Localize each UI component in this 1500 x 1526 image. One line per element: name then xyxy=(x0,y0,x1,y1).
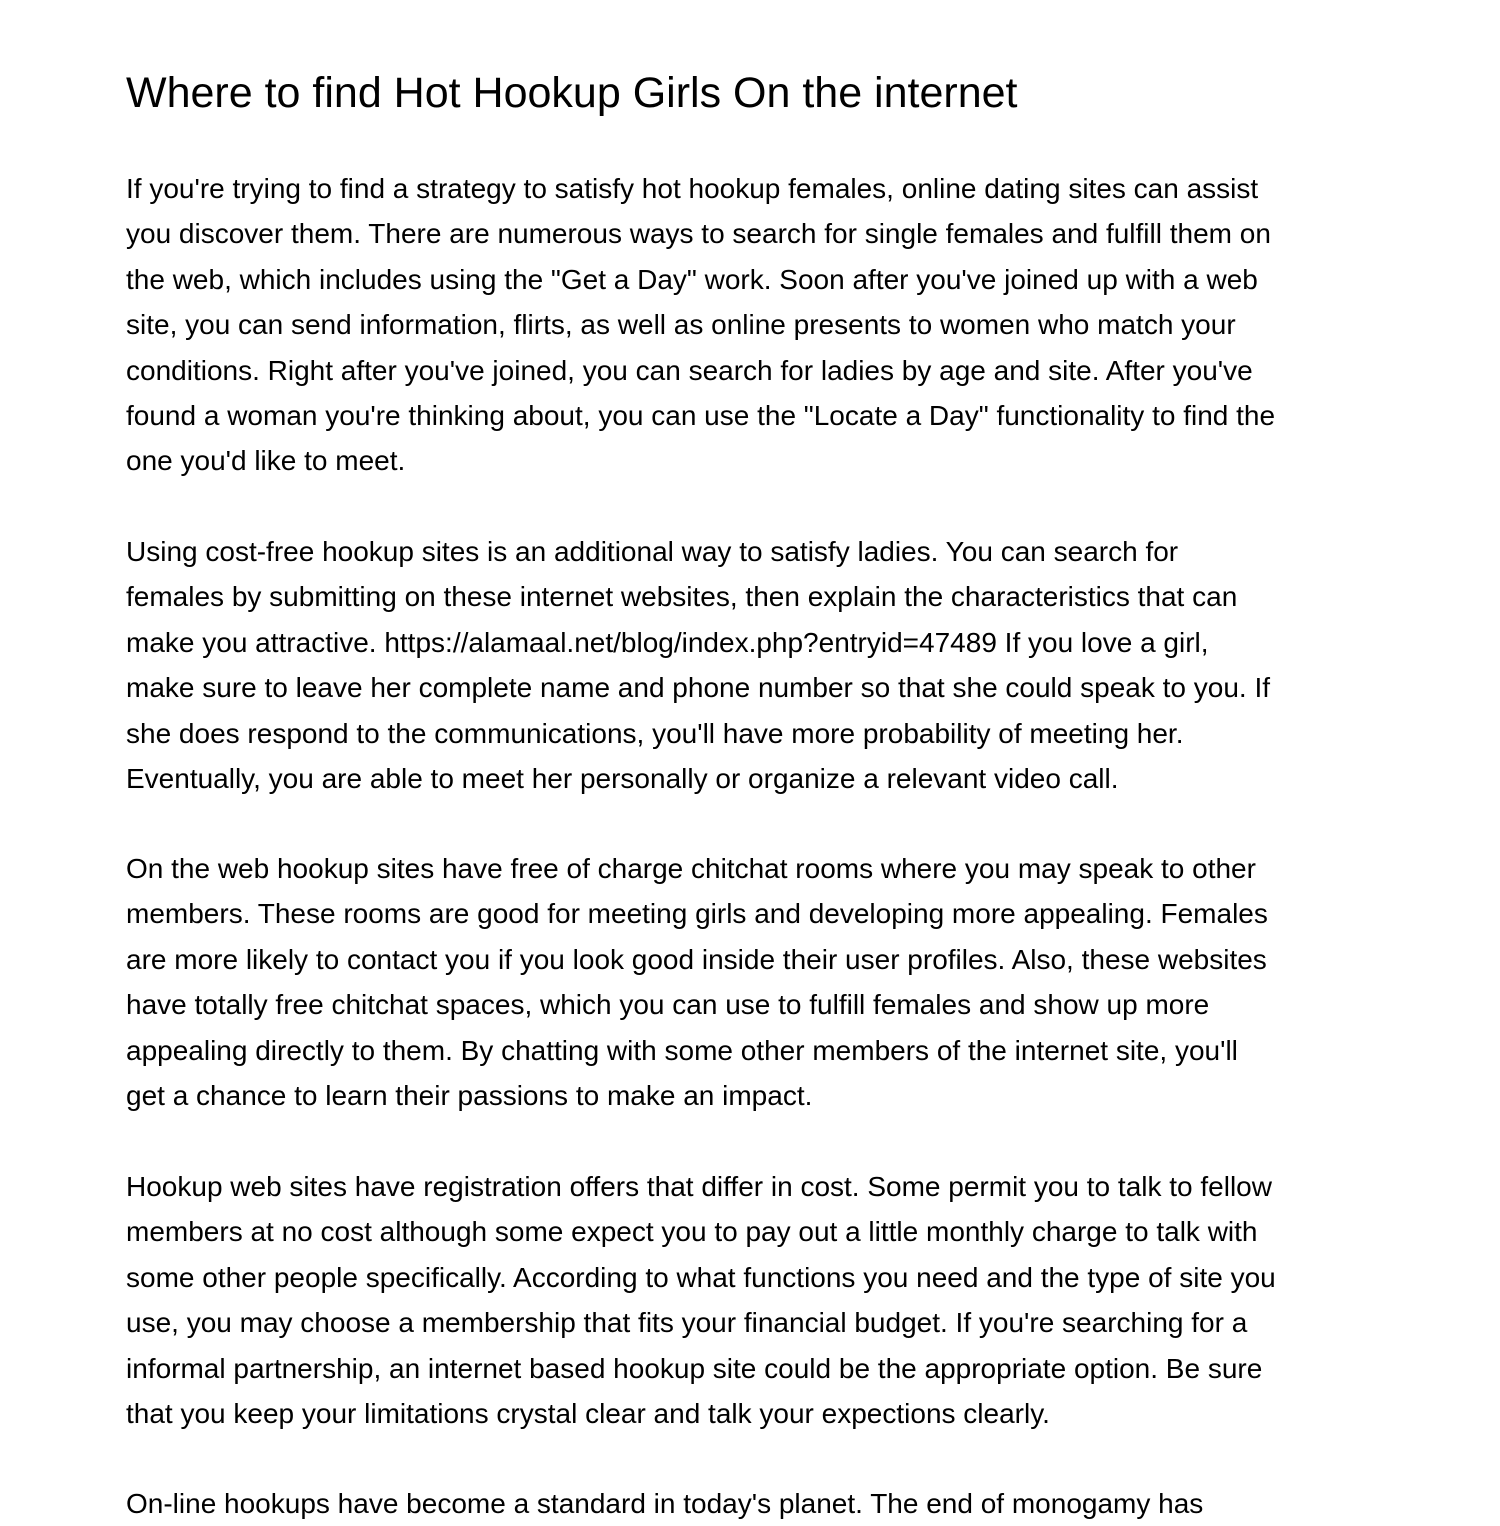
paragraph-line: females by submitting on these internet websites, then explain the characteristics that can xyxy=(126,581,1238,613)
paragraph-line: she does respond to the communications, you'll have more probability of meeting her. xyxy=(126,717,1184,749)
paragraph-1 xyxy=(126,166,1275,484)
paragraph-line: appealing directly to them. By chatting with some other members of the internet site, you'll xyxy=(126,1034,1238,1066)
paragraph-line: On-line hookups have become a standard in today's planet. The end of monogamy has xyxy=(126,1488,1204,1519)
paragraph-line: found a woman you're thinking about, you can use the "Locate a Day" functionality to find the xyxy=(126,400,1276,432)
paragraph-2 xyxy=(126,529,1270,801)
paragraph-line: On the web hookup sites have free of charge chitchat rooms where you may speak to other xyxy=(126,853,1256,884)
paragraph-line: the web, which includes using the "Get a Day" work. Soon after you've joined up with a web xyxy=(126,263,1258,295)
paragraph-3 xyxy=(126,846,1268,1118)
paragraph-line: make you attractive. https://alamaal.net/blog/index.php?entryid=47489 If you love a girl, xyxy=(126,626,1209,658)
paragraph-4 xyxy=(126,1164,1276,1436)
paragraph-line: Eventually, you are able to meet her personally or organize a relevant video call. xyxy=(126,763,1119,795)
paragraph-line: have totally free chitchat spaces, which you can use to fulfill females and show up more xyxy=(126,989,1210,1021)
paragraph-5 xyxy=(126,1481,1203,1526)
paragraph-line: informal partnership, an internet based hookup site could be the appropriate option. Be sure xyxy=(126,1352,1263,1384)
paragraph-line: Hookup web sites have registration offers that differ in cost. Some permit you to talk to fellow xyxy=(126,1171,1272,1202)
paragraph-line: site, you can send information, flirts, as well as online presents to women who match your xyxy=(126,309,1236,341)
paragraph-line: get a chance to learn their passions to make an impact. xyxy=(126,1080,813,1112)
paragraph-line: members. These rooms are good for meeting girls and developing more appealing. Females xyxy=(126,898,1268,930)
paragraph-line: If you're trying to find a strategy to satisfy hot hookup females, online dating sites can assist xyxy=(126,173,1259,204)
paragraph-line: some other people specifically. According to what functions you need and the type of site you xyxy=(126,1261,1276,1293)
document-title: Where to find Hot Hookup Girls On the internet xyxy=(126,69,1018,117)
paragraph-line: conditions. Right after you've joined, you can search for ladies by age and site. After you've xyxy=(126,354,1253,386)
paragraph-line: that you keep your limitations crystal clear and talk your expections clearly. xyxy=(126,1398,1050,1430)
paragraph-line: use, you may choose a membership that fits your financial budget. If you're searching for a xyxy=(126,1307,1248,1339)
paragraph-line: Using cost-free hookup sites is an additional way to satisfy ladies. You can search for xyxy=(126,536,1179,567)
paragraph-line: one you'd like to meet. xyxy=(126,445,406,477)
paragraph-line: members at no cost although some expect you to pay out a little monthly charge to talk with xyxy=(126,1216,1258,1248)
paragraph-line: you discover them. There are numerous ways to search for single females and fulfill them on xyxy=(126,218,1271,250)
paragraph-line: are more likely to contact you if you look good inside their user profiles. Also, these websites xyxy=(126,943,1267,975)
paragraph-line: make sure to leave her complete name and phone number so that she could speak to you. If xyxy=(126,672,1271,704)
